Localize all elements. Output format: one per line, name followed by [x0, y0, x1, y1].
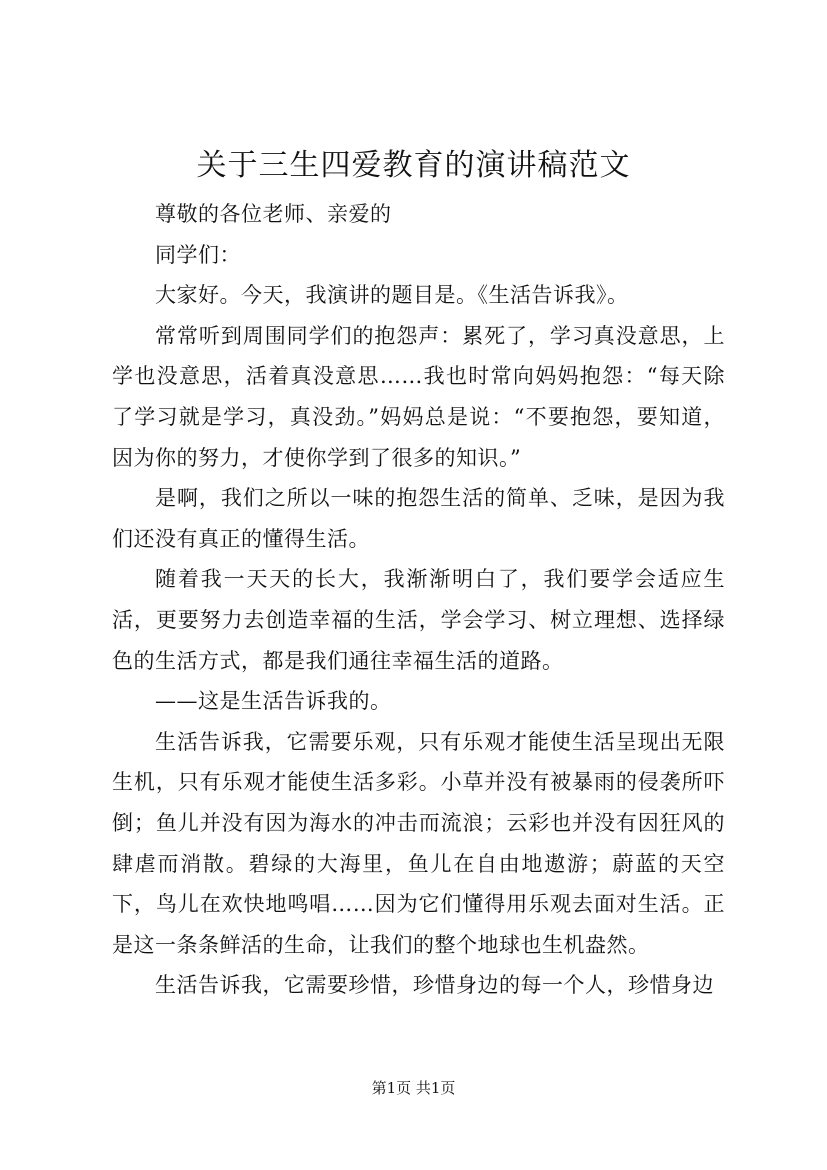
paragraph-optimism: 生活告诉我，它需要乐观，只有乐观才能使生活呈现出无限生机，只有乐观才能使生活多彩。小草并没有被暴雨的侵袭所吓倒；鱼儿并没有因为海水的冲击而流浪；云彩也并没有因狂风的肆虐而消散。碧绿的大海里，鱼儿在自由地遨游；蔚蓝的天空下，鸟儿在欢快地鸣唱……因为它们懂得用乐观去面对生活。正是这一条条鲜活的生命，让我们的整个地球也生机盎然。	[112, 729, 725, 957]
paragraph-growing-up: 随着我一天天的长大，我渐渐明白了，我们要学会适应生活，更要努力去创造幸福的生活，学会学习、树立理想、选择绿色的生活方式，都是我们通往幸福生活的道路。	[112, 567, 725, 673]
paragraph-life-told-me: ——这是生活告诉我的。	[155, 689, 392, 714]
paragraph-salutation: 尊敬的各位老师、亲爱的	[155, 202, 392, 226]
document-body	[112, 194, 725, 1006]
document-title: 关于三生四爱教育的演讲稿范文	[196, 148, 631, 183]
paragraph-complaints: 常常听到周围同学们的抱怨声：累死了，学习真没意思，上学也没意思，活着真没意思……我也时常向妈妈抱怨：“每天除了学习就是学习，真没劲。”妈妈总是说：“不要抱怨，要知道，因为你的努力，才使你学到了很多的知识。”	[112, 323, 725, 470]
page-footer: 第1页 共1页	[371, 1079, 456, 1097]
paragraph-cherish: 生活告诉我，它需要珍惜，珍惜身边的每一个人，珍惜身边	[155, 973, 715, 998]
paragraph-salutation-cont: 同学们：	[155, 242, 242, 267]
paragraph-greeting: 大家好。今天，我演讲的题目是。《生活告诉我》。	[155, 283, 629, 308]
paragraph-understanding: 是啊，我们之所以一味的抱怨生活的简单、乏味，是因为我们还没有真正的懂得生活。	[112, 486, 725, 551]
